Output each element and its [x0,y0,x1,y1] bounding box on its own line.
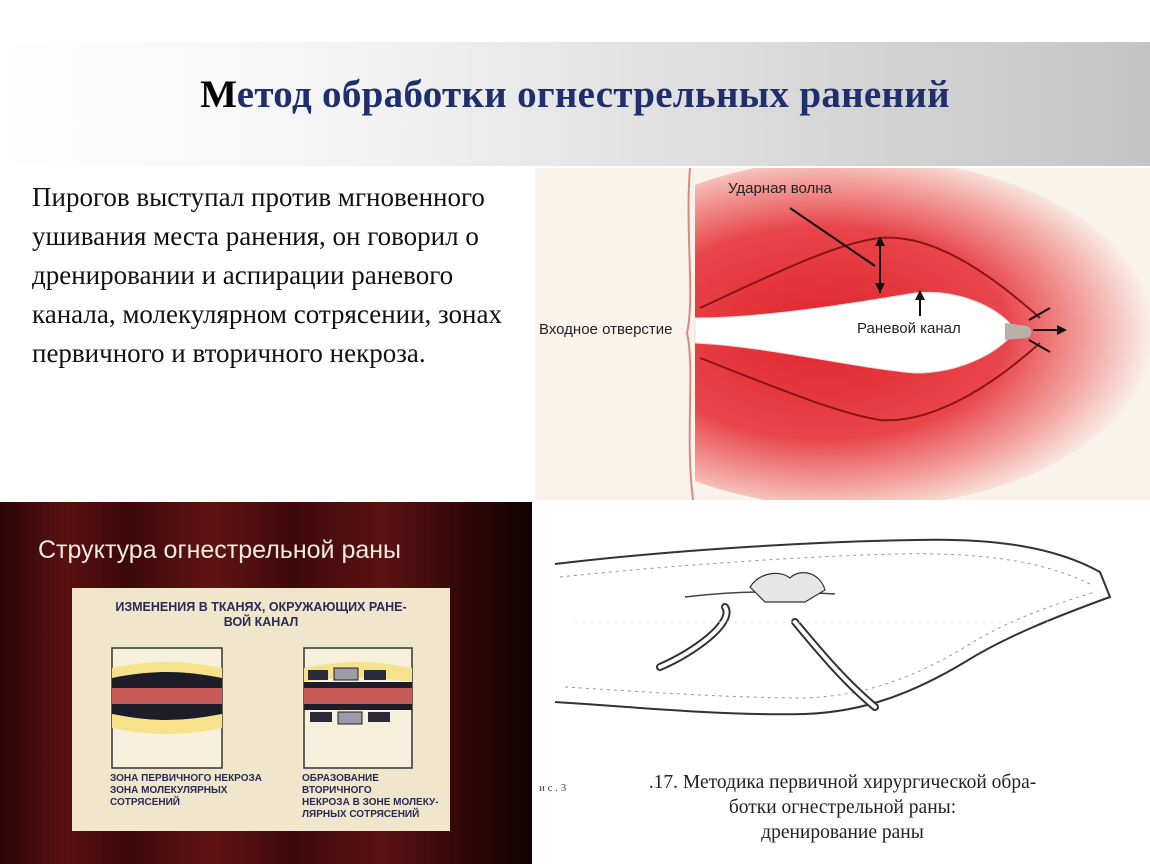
label-shockwave: Ударная волна [728,180,832,197]
sketch-caption-line-2: ботки огнестрельной раны: [728,797,957,818]
left-caption [110,773,262,809]
right-caption-line-3: ЛЯРНЫХ СОТРЯСЕНИЙ [302,809,420,820]
left-caption-line-1: ЗОНА ПЕРВИЧНОГО НЕКРОЗА [110,773,262,784]
left-tissue-diagram [112,648,222,768]
structure-slide-title: Структура огнестрельной раны [38,536,402,564]
label-wound-channel: Раневой канал [857,320,961,337]
figure-number-prefix: и с . 3 [539,782,567,794]
label-entry-hole: Входное отверстие [539,321,673,338]
wound-structure-slide [0,502,532,864]
drainage-sketch-figure [535,502,1150,864]
card-heading-line-1: ИЗМЕНЕНИЯ В ТКАНЯХ, ОКРУЖАЮЩИХ РАНЕ- [115,600,407,614]
card-heading-line-2: ВОЙ КАНАЛ [223,615,299,629]
left-caption-line-3: СОТРЯСЕНИЙ [110,797,180,808]
right-caption [302,773,450,821]
page-title [0,72,1150,117]
left-caption-line-2: ЗОНА МОЛЕКУЛЯРНЫХ [110,785,228,796]
body-paragraph: Пирогов выступал против мгновенного ушивания места ранения, он говорил о дренировании и аспирации раневого канала, молекулярном сотрясении, зонах первичного и вторичного некроза. [32,182,502,368]
sketch-caption-line-3: дренирование раны [761,822,924,843]
title-first-letter: М [200,73,237,116]
right-caption-line-2: НЕКРОЗА В ЗОНЕ МОЛЕКУ- [302,797,439,808]
sketch-caption-line-1: .17. Методика первичной хирургической обра- [648,772,1037,793]
drainage-sketch-drawing [535,502,1150,764]
right-tissue-diagram [304,648,412,768]
structure-card [72,588,450,831]
title-rest: етод обработки огнестрельных ранений [236,73,950,116]
sketch-caption [535,770,1150,845]
wound-channel-figure [535,168,1150,500]
right-caption-line-1: ОБРАЗОВАНИЕ ВТОРИЧНОГО [302,773,379,796]
